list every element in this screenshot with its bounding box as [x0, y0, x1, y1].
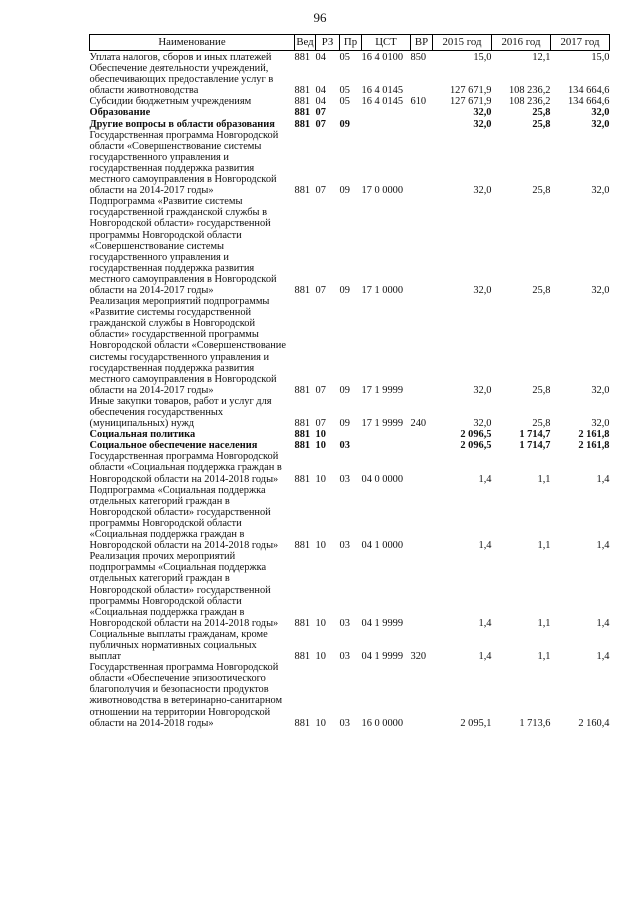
row-2017: 32,0 — [591, 185, 610, 197]
table-row — [90, 63, 610, 96]
row-2016: 25,8 — [532, 384, 551, 396]
row-name: Государственная программа Новгородской области «Совершенствование системы государственного управления и государственная поддержка развития местного самоуправления в Новгородской области на 2014-2017 годы» — [89, 129, 279, 197]
header-2015: 2015 год — [433, 35, 492, 51]
table-row — [90, 451, 610, 484]
row-cst: 16 4 0145 — [361, 96, 404, 108]
row-2015: 2 095,1 — [460, 717, 492, 729]
row-2017: 134 664,6 — [567, 85, 610, 97]
row-cst: 16 4 0145 — [361, 85, 404, 97]
row-2016: 108 236,2 — [508, 96, 551, 108]
table-row — [90, 662, 610, 729]
row-cst: 16 0 0000 — [361, 717, 404, 729]
row-rz: 07 — [315, 118, 326, 130]
row-2017: 1,4 — [596, 473, 610, 485]
row-2017: 32,0 — [591, 384, 610, 396]
row-name: Социальное обеспечение населения — [89, 440, 258, 452]
row-2017: 134 664,6 — [567, 96, 610, 108]
row-ved: 881 — [294, 540, 311, 552]
row-pr: 03 — [339, 617, 350, 629]
table-row — [90, 485, 610, 552]
row-2015: 32,0 — [473, 384, 492, 396]
row-2015: 1,4 — [478, 540, 492, 552]
row-ved: 881 — [294, 96, 311, 108]
row-cst: 04 1 0000 — [361, 540, 404, 552]
table-row — [90, 119, 610, 130]
row-pr: 09 — [339, 118, 350, 130]
row-ved: 881 — [294, 418, 311, 430]
row-vr — [411, 107, 433, 118]
header-vr: ВР — [411, 35, 433, 51]
row-vr: 240 — [410, 418, 427, 430]
row-rz: 07 — [315, 185, 326, 197]
row-2016: 25,8 — [532, 107, 551, 119]
row-2016: 1 714,7 — [519, 429, 551, 441]
row-name: Социальные выплаты гражданам, кроме публичных нормативных социальных выплат — [89, 628, 268, 663]
row-2016: 12,1 — [532, 52, 551, 63]
row-2017: 32,0 — [591, 107, 610, 119]
row-2017: 32,0 — [591, 284, 610, 296]
row-name: Образование — [89, 107, 151, 119]
row-ved: 881 — [294, 651, 311, 663]
row-2017: 32,0 — [591, 418, 610, 430]
row-pr: 03 — [339, 440, 350, 452]
row-ved: 881 — [294, 429, 311, 441]
row-2017: 1,4 — [596, 540, 610, 552]
row-rz: 10 — [315, 717, 326, 729]
row-name: Иные закупки товаров, работ и услуг для обеспечения государственных (муниципальных) нужд — [89, 395, 272, 430]
row-2015: 32,0 — [473, 284, 492, 296]
row-vr — [411, 662, 433, 729]
row-vr — [411, 130, 433, 197]
row-ved: 881 — [294, 617, 311, 629]
row-2015: 2 096,5 — [460, 429, 492, 441]
row-2015: 32,0 — [473, 118, 492, 130]
row-ved: 881 — [294, 185, 311, 197]
row-vr — [411, 119, 433, 130]
row-name: Другие вопросы в области образования — [89, 118, 275, 130]
row-pr — [340, 107, 362, 118]
row-rz: 07 — [315, 107, 326, 119]
row-cst — [362, 119, 411, 130]
row-ved: 881 — [294, 440, 311, 452]
table-row — [90, 429, 610, 440]
row-pr: 05 — [339, 85, 350, 97]
table-header — [90, 35, 610, 51]
row-rz: 07 — [315, 284, 326, 296]
row-vr — [411, 296, 433, 396]
row-vr — [411, 440, 433, 451]
row-pr: 05 — [339, 96, 350, 108]
row-rz: 07 — [315, 384, 326, 396]
row-rz: 10 — [315, 440, 326, 452]
row-2017: 2 160,4 — [578, 717, 610, 729]
row-ved: 881 — [294, 717, 311, 729]
row-2016: 1,1 — [537, 540, 551, 552]
row-2015: 1,4 — [478, 617, 492, 629]
row-rz: 04 — [315, 96, 326, 108]
row-2017: 1,4 — [596, 651, 610, 663]
row-vr — [411, 451, 433, 484]
row-2016: 1 714,7 — [519, 440, 551, 452]
header-pr: Пр — [340, 35, 362, 51]
row-2016: 108 236,2 — [508, 85, 551, 97]
row-vr — [411, 485, 433, 552]
row-pr: 03 — [339, 651, 350, 663]
row-2015: 15,0 — [473, 52, 492, 63]
row-rz: 04 — [315, 85, 326, 97]
row-2015: 32,0 — [473, 418, 492, 430]
header-name: Наименование — [90, 35, 295, 51]
table-row — [90, 130, 610, 197]
header-cst: ЦСТ — [362, 35, 411, 51]
header-2017: 2017 год — [551, 35, 610, 51]
row-name: Обеспечение деятельности учреждений, обеспечивающих предоставление услуг в области животноводства — [89, 63, 274, 97]
row-pr: 03 — [339, 473, 350, 485]
row-2015: 32,0 — [473, 107, 492, 119]
row-2017: 2 161,8 — [578, 429, 610, 441]
row-2017: 2 161,8 — [578, 440, 610, 452]
row-2015: 1,4 — [478, 651, 492, 663]
row-2016: 1,1 — [537, 617, 551, 629]
row-rz: 07 — [315, 418, 326, 430]
row-2015: 127 671,9 — [449, 96, 492, 108]
row-vr: 850 — [410, 52, 427, 63]
row-pr: 09 — [339, 185, 350, 197]
row-cst: 04 1 9999 — [361, 617, 404, 629]
table-body — [90, 51, 610, 729]
row-vr — [411, 196, 433, 296]
row-name: Социальная политика — [89, 429, 196, 441]
row-ved: 881 — [294, 107, 311, 119]
row-pr: 09 — [339, 284, 350, 296]
row-2016: 1,1 — [537, 473, 551, 485]
table-row — [90, 51, 610, 64]
row-vr — [411, 551, 433, 629]
row-pr: 05 — [339, 52, 350, 63]
row-ved: 881 — [294, 52, 311, 63]
row-cst — [362, 440, 411, 451]
table-row — [90, 551, 610, 629]
table-row — [90, 296, 610, 396]
row-2017: 32,0 — [591, 118, 610, 130]
row-cst: 04 0 0000 — [361, 473, 404, 485]
row-name: Субсидии бюджетным учреждениям — [89, 96, 252, 108]
table-row — [90, 440, 610, 451]
row-2015: 32,0 — [473, 185, 492, 197]
row-2016: 25,8 — [532, 284, 551, 296]
row-rz: 10 — [315, 473, 326, 485]
row-ved: 881 — [294, 473, 311, 485]
row-2015: 2 096,5 — [460, 440, 492, 452]
row-2015: 1,4 — [478, 473, 492, 485]
page-number: 96 — [313, 10, 327, 25]
row-2016: 1 713,6 — [519, 717, 551, 729]
row-cst: 17 0 0000 — [361, 185, 404, 197]
header-ved: Вед — [295, 35, 316, 51]
row-vr: 320 — [410, 651, 427, 663]
table-row — [90, 396, 610, 429]
row-ved: 881 — [294, 118, 311, 130]
row-name: Реализация мероприятий подпрограммы «Развитие системы государственной гражданской службы в Новгородской области» государственной программы Новгородской области «Совершенствование системы государственного управления и государственная поддержка развития местного самоуправления в Новгородской области на 2014-2017 годы» — [89, 296, 286, 396]
row-2017: 15,0 — [591, 52, 610, 63]
row-ved: 881 — [294, 85, 311, 97]
row-rz: 10 — [315, 651, 326, 663]
table-row — [90, 107, 610, 118]
table-row — [90, 196, 610, 296]
row-2017: 1,4 — [596, 617, 610, 629]
row-cst — [362, 107, 411, 118]
table-row — [90, 629, 610, 662]
row-rz: 10 — [315, 429, 326, 441]
row-name: Государственная программа Новгородской области «Социальная поддержка граждан в Новгородской области на 2014-2018 годы» — [89, 451, 282, 485]
row-pr: 03 — [339, 540, 350, 552]
row-cst: 16 4 0100 — [361, 52, 404, 63]
row-name: Государственная программа Новгородской области «Обеспечение эпизоотического благополучия и безопасности продуктов животноводства в ветеринарно-санитарном отношении на территории Новгородской области на 2014-2018 годы» — [89, 662, 283, 729]
row-cst — [362, 429, 411, 440]
row-2016: 25,8 — [532, 118, 551, 130]
row-ved: 881 — [294, 384, 311, 396]
row-vr — [411, 429, 433, 440]
table-row — [90, 96, 610, 107]
row-name: Подпрограмма «Развитие системы государственной гражданской службы в Новгородской области» государственной программы Новгородской области «Совершенствование системы государственного управления и государственная поддержка развития местного самоуправления в Новгородской области на 2014-2017 годы» — [89, 196, 277, 296]
row-pr: 09 — [339, 418, 350, 430]
row-pr — [340, 429, 362, 440]
row-2015: 127 671,9 — [449, 85, 492, 97]
row-name: Подпрограмма «Социальная поддержка отдельных категорий граждан в Новгородской области» государственной программы Новгородской области «Социальная поддержка граждан в Новгородской области на 2014-2018 годы» — [89, 484, 279, 552]
row-cst: 17 1 0000 — [361, 284, 404, 296]
row-2016: 25,8 — [532, 418, 551, 430]
row-rz: 10 — [315, 617, 326, 629]
row-pr: 09 — [339, 384, 350, 396]
row-pr: 03 — [339, 717, 350, 729]
header-rz: РЗ — [316, 35, 340, 51]
row-cst: 17 1 9999 — [361, 384, 404, 396]
row-name: Реализация прочих мероприятий подпрограммы «Социальная поддержка отдельных категорий граждан в Новгородской области» государственной программы Новгородской области «Социальная поддержка граждан в Новгородской области на 2014-2018 годы» — [89, 551, 279, 629]
row-cst: 17 1 9999 — [361, 418, 404, 430]
row-rz: 04 — [315, 52, 326, 63]
header-2016: 2016 год — [492, 35, 551, 51]
row-ved: 881 — [294, 284, 311, 296]
row-vr: 610 — [410, 96, 427, 108]
row-name: Уплата налогов, сборов и иных платежей — [89, 52, 272, 63]
row-cst: 04 1 9999 — [361, 651, 404, 663]
row-2016: 1,1 — [537, 651, 551, 663]
row-2016: 25,8 — [532, 185, 551, 197]
row-rz: 10 — [315, 540, 326, 552]
row-vr — [411, 63, 433, 96]
budget-table — [89, 34, 610, 729]
